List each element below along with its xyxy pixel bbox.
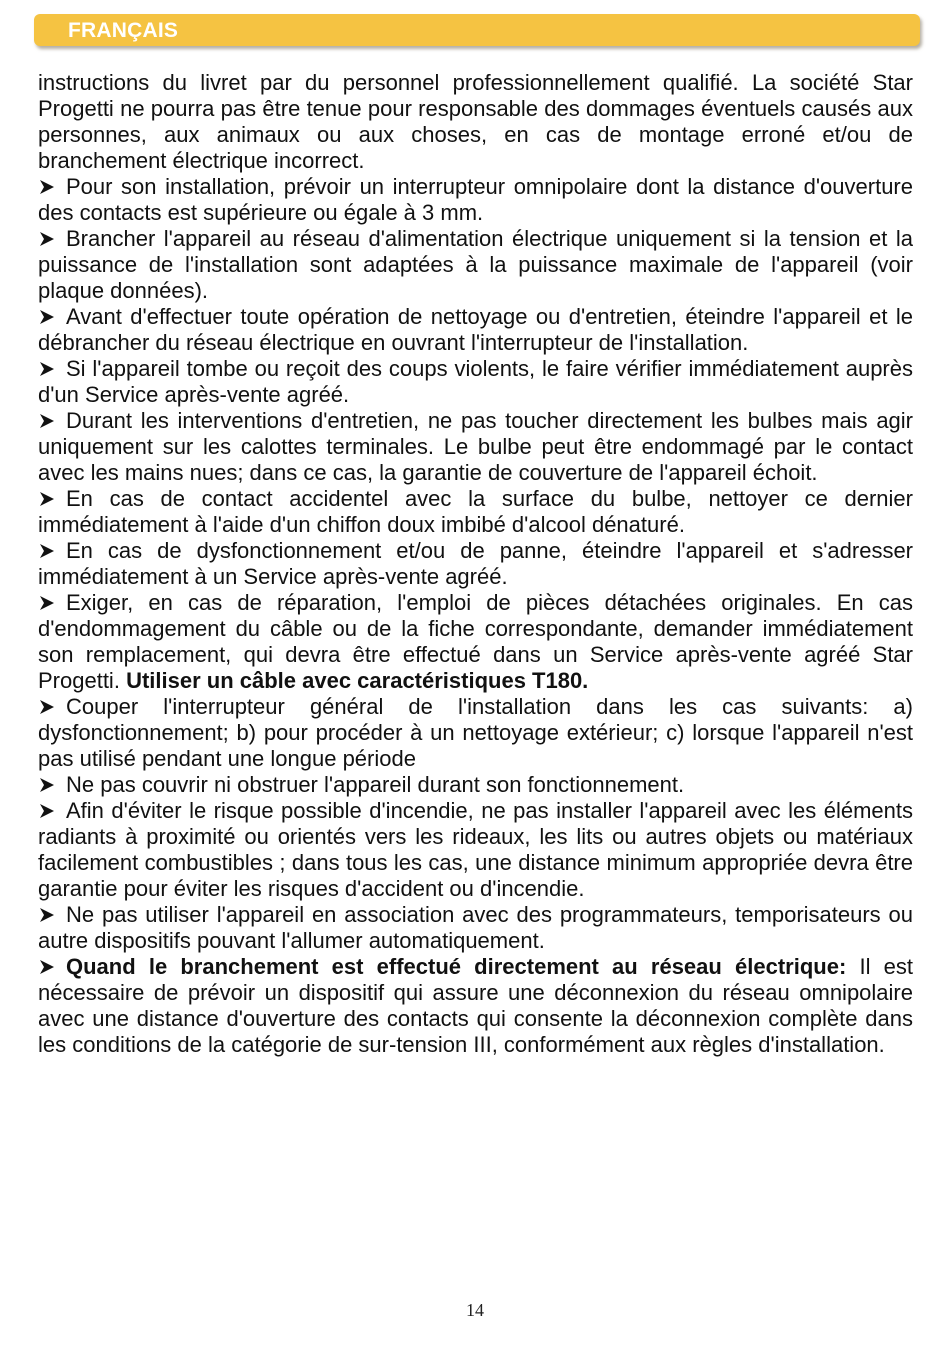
list-item-text: Afin d'éviter le risque possible d'incendie, ne pas installer l'appareil avec les éléments radiants à proximité ou orientés vers les rideaux, les lits ou autres objets ou matériaux facilement combustibles ; dans tous les cas, une distance minimum appropriée devra être garantie pour éviter les risques d'accident ou d'incendie. <box>38 798 913 901</box>
list-item <box>38 902 913 954</box>
list-item-text: Couper l'interrupteur général de l'installation dans les cas suivants: a) dysfonctionnement; b) pour procéder à un nettoyage extérieur; c) lorsque l'appareil n'est pas utilisé pendant une longue période <box>38 694 913 771</box>
list-item-text: En cas de contact accidentel avec la surface du bulbe, nettoyer ce dernier immédiatement à l'aide d'un chiffon doux imbibé d'alcool dénaturé. <box>38 486 913 537</box>
list-item-text: Ne pas utiliser l'appareil en association avec des programmateurs, temporisateurs ou autre dispositifs pouvant l'allumer automatiquement. <box>38 902 913 953</box>
list-item-text: Ne pas couvrir ni obstruer l'appareil durant son fonctionnement. <box>66 772 685 797</box>
list-item-text: Avant d'effectuer toute opération de nettoyage ou d'entretien, éteindre l'appareil et le débrancher du réseau électrique en ouvrant l'interrupteur de l'installation. <box>38 304 913 355</box>
arrowhead-bullet-icon <box>38 590 56 616</box>
list-item-text: Exiger, en cas de réparation, l'emploi de pièces détachées originales. En cas d'endommagement du câble ou de la fiche correspondante, demander immédiatement son remplacement, qui devra être effectué dans un Service après-vente agréé Star Progetti. <box>38 590 913 693</box>
list-item <box>38 694 913 772</box>
list-item <box>38 174 913 226</box>
safety-instructions <box>38 70 913 1058</box>
language-banner <box>34 14 920 46</box>
list-item <box>38 954 913 1058</box>
list-item <box>38 408 913 486</box>
intro-paragraph: instructions du livret par du personnel professionnellement qualifié. La société Star Progetti ne pourra pas être tenue pour responsable des dommages éventuels causés aux personnes, aux animaux ou aux choses, en cas de montage erroné et/ou de branchement électrique incorrect. <box>38 70 913 173</box>
list-item-text: En cas de dysfonctionnement et/ou de panne, éteindre l'appareil et s'adresser immédiatement à un Service après-vente agréé. <box>38 538 913 589</box>
list-item <box>38 226 913 304</box>
list-item-text: Il est nécessaire de prévoir un dispositif qui assure une déconnexion du réseau omnipolaire avec une distance d'ouverture des contacts qui consente la déconnexion complète dans les conditions de la catégorie de sur-tension III, conformément aux règles d'installation. <box>38 954 913 1057</box>
arrowhead-bullet-icon <box>38 694 56 720</box>
arrowhead-bullet-icon <box>38 304 56 330</box>
language-label: FRANÇAIS <box>68 19 179 42</box>
arrowhead-bullet-icon <box>38 954 56 980</box>
list-item-text: Brancher l'appareil au réseau d'alimentation électrique uniquement si la tension et la puissance de l'installation sont adaptées à la puissance maximale de l'appareil (voir plaque données). <box>38 226 913 303</box>
page-number: 14 <box>466 1300 484 1320</box>
list-item <box>38 304 913 356</box>
arrowhead-bullet-icon <box>38 486 56 512</box>
arrowhead-bullet-icon <box>38 226 56 252</box>
list-item <box>38 798 913 902</box>
list-item <box>38 772 913 798</box>
arrowhead-bullet-icon <box>38 798 56 824</box>
list-item-text: Si l'appareil tombe ou reçoit des coups violents, le faire vérifier immédiatement auprès d'un Service après-vente agréé. <box>38 356 913 407</box>
list-item-bold-text: Utiliser un câble avec caractéristiques T180. <box>126 668 589 693</box>
list-item-bold-text: Quand le branchement est effectué directement au réseau électrique: <box>66 954 847 979</box>
list-item <box>38 538 913 590</box>
arrowhead-bullet-icon <box>38 538 56 564</box>
list-item <box>38 486 913 538</box>
arrowhead-bullet-icon <box>38 772 56 798</box>
arrowhead-bullet-icon <box>38 408 56 434</box>
arrowhead-bullet-icon <box>38 902 56 928</box>
list-item-text: Durant les interventions d'entretien, ne pas toucher directement les bulbes mais agir uniquement sur les calottes terminales. Le bulbe peut être endommagé par le contact avec les mains nues; dans ce cas, la garantie de couverture de l'appareil échoit. <box>38 408 913 485</box>
arrowhead-bullet-icon <box>38 356 56 382</box>
list-item <box>38 356 913 408</box>
list-item-text: Pour son installation, prévoir un interrupteur omnipolaire dont la distance d'ouverture des contacts est supérieure ou égale à 3 mm. <box>38 174 913 225</box>
list-item <box>38 590 913 694</box>
arrowhead-bullet-icon <box>38 174 56 200</box>
